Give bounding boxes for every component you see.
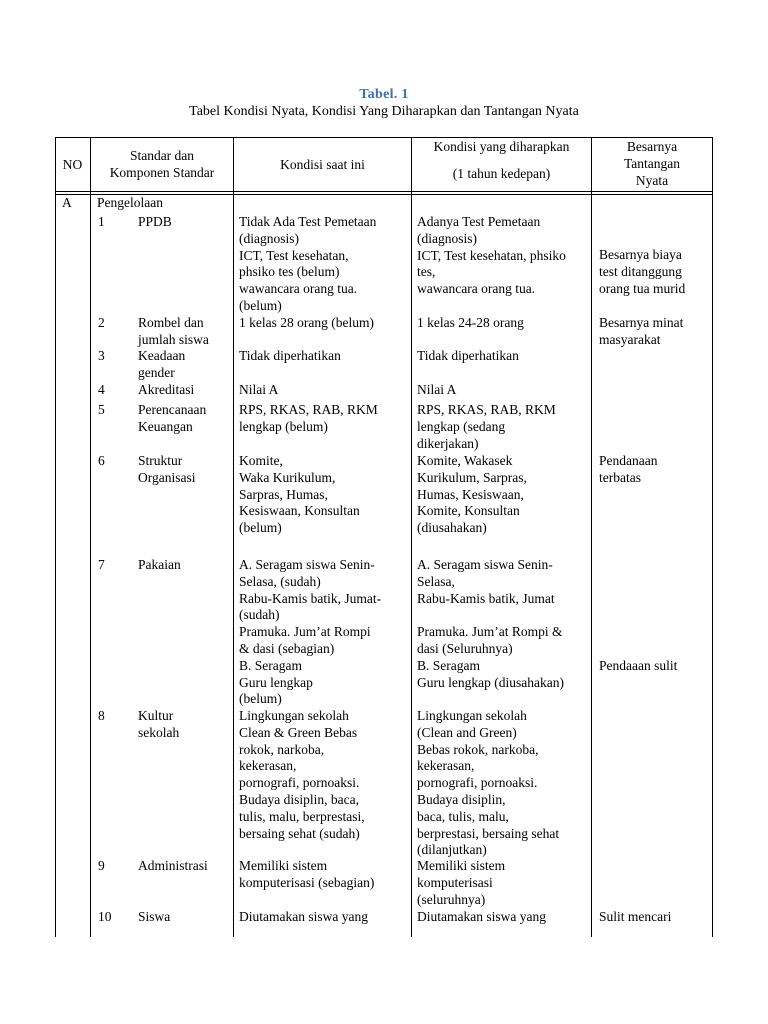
col-border-no	[90, 137, 91, 937]
row-4-num: 4	[98, 382, 105, 397]
row-1-komponen: PPDB	[138, 214, 172, 229]
col-border-left	[55, 137, 56, 937]
row-4-harapan: Nilai A	[417, 382, 457, 397]
data-table	[55, 137, 713, 937]
table-border-top	[55, 137, 713, 138]
row-10-num: 10	[98, 909, 112, 924]
row-3-harapan: Tidak diperhatikan	[417, 348, 519, 363]
row-7-saat-ini: A. Seragam siswa Senin- Selasa, (sudah) Rabu-Kamis batik, Jumat- (sudah) Pramuka. Jum’at Rompi & dasi (sebagian) B. Seragam Guru lengkap (belum)	[239, 557, 382, 707]
row-4-saat-ini: Nilai A	[239, 382, 279, 397]
row-7-komponen: Pakaian	[138, 557, 181, 572]
row-2-saat-ini: 1 kelas 28 orang (belum)	[239, 315, 374, 330]
row-6-harapan: Komite, Wakasek Kurikulum, Sarpras, Humas, Kesiswaan, Komite, Konsultan (diusahakan)	[417, 453, 527, 536]
row-7-num: 7	[98, 557, 105, 572]
row-6-komponen: Struktur Organisasi	[138, 453, 196, 485]
row-6-num: 6	[98, 453, 105, 468]
row-6-saat-ini: Komite, Waka Kurikulum, Sarpras, Humas, Kesiswaan, Konsultan (belum)	[239, 453, 360, 536]
section-code: A	[62, 195, 72, 210]
header-tantangan: Besarnya Tantangan Nyata	[623, 139, 681, 188]
row-5-harapan: RPS, RKAS, RAB, RKM lengkap (sedang dikerjakan)	[417, 402, 556, 451]
row-3-num: 3	[98, 348, 105, 363]
header-kondisi-harapan-sub: (1 tahun kedepan)	[452, 166, 551, 181]
row-10-komponen: Siswa	[138, 909, 171, 924]
row-1-num: 1	[98, 214, 105, 229]
row-5-saat-ini: RPS, RKAS, RAB, RKM lengkap (belum)	[239, 402, 378, 434]
table-title: Tabel Kondisi Nyata, Kondisi Yang Diharapkan dan Tantangan Nyata	[189, 104, 579, 119]
row-2-komponen: Rombel dan jumlah siswa	[138, 315, 209, 347]
row-2-tantangan: Besarnya minat masyarakat	[599, 315, 684, 347]
header-bottom-border-1	[55, 191, 713, 192]
row-10-harapan: Diutamakan siswa yang	[417, 909, 546, 924]
row-2-harapan: 1 kelas 24-28 orang	[417, 315, 524, 330]
row-9-harapan: Memiliki sistem komputerisasi (seluruhnya)	[417, 858, 506, 907]
col-border-saat-ini	[411, 137, 412, 937]
header-kondisi-harapan: Kondisi yang diharapkan	[433, 139, 570, 154]
row-2-num: 2	[98, 315, 105, 330]
row-7-harapan: A. Seragam siswa Senin- Selasa, Rabu-Kamis batik, Jumat Pramuka. Jum’at Rompi & dasi (Seluruhnya) B. Seragam Guru lengkap (diusahakan)	[417, 557, 564, 690]
row-3-saat-ini: Tidak diperhatikan	[239, 348, 341, 363]
row-7-tantangan: Pendaaan sulit	[599, 658, 678, 673]
row-8-saat-ini: Lingkungan sekolah Clean & Green Bebas rokok, narkoba, kekerasan, pornografi, pornoaksi. Budaya disiplin, baca, tulis, malu, berprestasi, bersaing sehat (sudah)	[239, 708, 365, 841]
row-10-saat-ini: Diutamakan siswa yang	[239, 909, 368, 924]
row-3-komponen: Keadaan gender	[138, 348, 186, 380]
row-6-tantangan: Pendanaan terbatas	[599, 453, 658, 485]
row-8-komponen: Kultur sekolah	[138, 708, 180, 740]
section-label: Pengelolaan	[97, 195, 163, 210]
row-1-saat-ini: Tidak Ada Test Pemetaan (diagnosis) ICT, Test kesehatan, phsiko tes (belum) wawancara orang tua. (belum)	[239, 214, 377, 313]
row-9-komponen: Administrasi	[138, 858, 208, 873]
header-kondisi-saat-ini: Kondisi saat ini	[280, 157, 365, 172]
row-9-num: 9	[98, 858, 105, 873]
row-1-tantangan: Besarnya biaya test ditanggung orang tua murid	[599, 247, 686, 296]
header-no: NO	[62, 157, 83, 172]
row-1-harapan: Adanya Test Pemetaan (diagnosis) ICT, Test kesehatan, phsiko tes, wawancara orang tua.	[417, 214, 566, 297]
header-standar: Standar dan Komponen Standar	[109, 148, 215, 180]
row-5-num: 5	[98, 402, 105, 417]
row-10-tantangan: Sulit mencari	[599, 909, 672, 924]
row-8-num: 8	[98, 708, 105, 723]
table-label: Tabel. 1	[359, 87, 409, 102]
row-8-harapan: Lingkungan sekolah (Clean and Green) Bebas rokok, narkoba, kekerasan, pornografi, pornoaksi. Budaya disiplin, baca, tulis, malu, berprestasi, bersaing sehat (dilanjutkan)	[417, 708, 560, 858]
row-4-komponen: Akreditasi	[138, 382, 195, 397]
row-5-komponen: Perencanaan Keuangan	[138, 402, 207, 434]
col-border-standar	[233, 137, 234, 937]
col-border-right	[712, 137, 713, 937]
row-9-saat-ini: Memiliki sistem komputerisasi (sebagian)	[239, 858, 375, 890]
col-border-harapan	[591, 137, 592, 937]
